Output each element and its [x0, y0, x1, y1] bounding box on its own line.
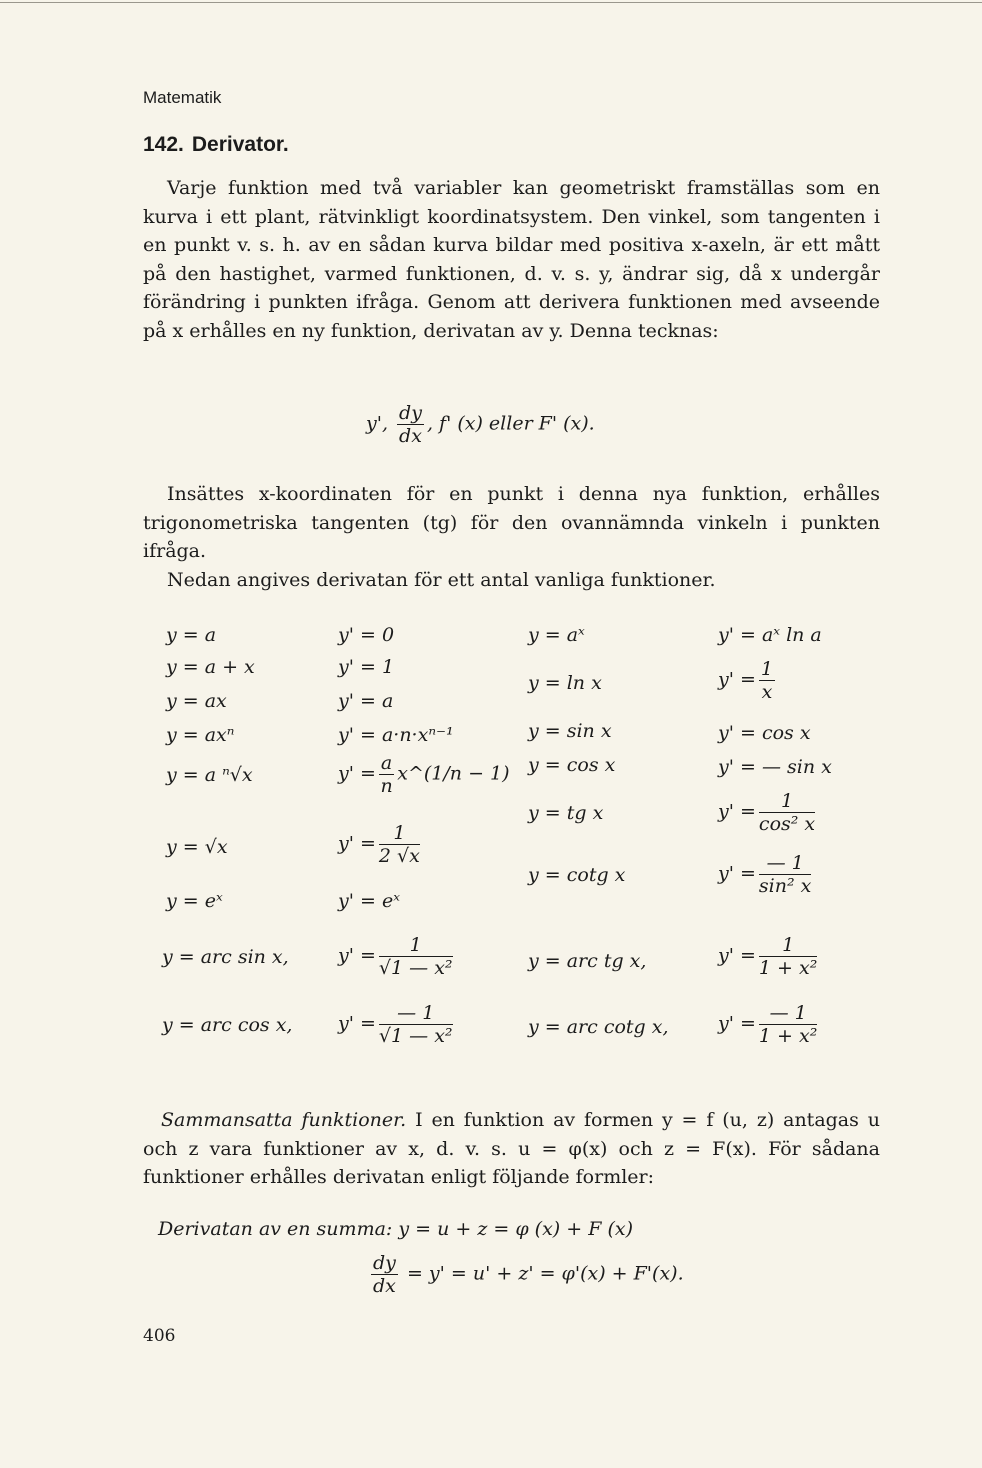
table-right-d-4	[718, 790, 818, 835]
table-left-d-4-den: n	[380, 775, 393, 797]
arc-d-3-den: 1 + x²	[758, 1025, 818, 1047]
arc-d-1-den: √1 — x²	[378, 1025, 453, 1047]
arc-f-2: y = arc tg x,	[528, 950, 647, 972]
table-right-f-5: y = cotg x	[528, 864, 626, 886]
table-left-f-6: y = eˣ	[166, 890, 223, 912]
section-number: 142.	[143, 133, 184, 156]
sum-formula: y = u + z = φ (x) + F (x)	[398, 1218, 633, 1240]
arc-d-3-prefix: y' =	[718, 1012, 756, 1035]
table-left-d-0: y' = 0	[338, 624, 395, 646]
table-left-f-5: y = √x	[166, 836, 228, 858]
table-right-d-5-den: sin² x	[758, 875, 812, 897]
table-left-f-0: y = a	[166, 624, 217, 646]
table-left-d-4	[338, 752, 510, 797]
sum-dy-dx	[371, 1252, 398, 1297]
arc-f-0: y = arc sin x,	[162, 946, 289, 968]
arc-d-3	[718, 1002, 820, 1047]
table-left-d-4-num: a	[380, 752, 393, 774]
table-right-d-3: y' = — sin x	[718, 756, 832, 778]
table-left-d-4-suffix: x^(1/n − 1)	[397, 762, 510, 785]
table-right-f-0: y = aˣ	[528, 624, 585, 646]
arc-d-1-prefix: y' =	[338, 1012, 376, 1035]
table-left-f-3: y = axⁿ	[166, 724, 235, 746]
arc-d-2-prefix: y' =	[718, 944, 756, 967]
arc-f-1: y = arc cos x,	[162, 1014, 293, 1036]
arc-d-2-num: 1	[759, 934, 817, 957]
table-right-d-5	[718, 852, 814, 897]
table-right-d-4-num: 1	[759, 790, 815, 813]
notation-y-prime: y',	[366, 412, 388, 435]
explanation-paragraph	[143, 480, 880, 594]
arc-d-0-den: √1 — x²	[378, 957, 453, 979]
derivative-notation	[366, 402, 595, 447]
table-intro-text: Nedan angives derivatan för ett antal vanliga funktioner.	[167, 568, 716, 591]
intro-text: Varje funktion med två variabler kan geometriskt framställas som en kurva i ett plant, rätvinkligt koordinatsystem. Den vinkel, som tangenten i en punkt v. s. h. av en sådan kurva bildar med positiva x-axeln, är ett mått på den hastighet, varmed funktionen, d. v. s. y, ändrar sig, då x undergår förändring i punkten ifråga. Genom att derivera funktionen med avseende på x erhålles en ny funktion, derivatan av y. Denna tecknas:	[143, 177, 880, 342]
notation-f-prime: f' (x) eller F' (x).	[439, 412, 595, 435]
table-left-d-4-prefix: y' =	[338, 762, 376, 785]
table-left-d-5-prefix: y' =	[338, 832, 376, 855]
running-header: Matematik	[143, 88, 222, 107]
table-right-d-4-prefix: y' =	[718, 800, 756, 823]
table-left-d-1: y' = 1	[338, 656, 395, 678]
notation-dy: dy	[399, 402, 422, 424]
arc-d-1-num: — 1	[379, 1002, 453, 1025]
arc-d-0-prefix: y' =	[338, 944, 376, 967]
table-right-d-5-num: — 1	[759, 852, 811, 875]
table-right-d-1-prefix: y' =	[718, 668, 756, 691]
table-left-d-6: y' = eˣ	[338, 890, 400, 912]
table-right-d-1	[718, 658, 778, 703]
page-number: 406	[143, 1326, 176, 1346]
table-right-f-1: y = ln x	[528, 672, 602, 694]
section-heading	[143, 133, 297, 157]
arc-d-2-den: 1 + x²	[758, 957, 818, 979]
table-right-d-2: y' = cos x	[718, 722, 811, 744]
table-right-f-4: y = tg x	[528, 802, 604, 824]
table-right-d-1-den: x	[761, 681, 773, 703]
table-right-d-1-num: 1	[760, 658, 774, 680]
composite-text	[143, 1106, 880, 1192]
top-rule	[0, 2, 982, 3]
arc-d-1	[338, 1002, 456, 1047]
intro-paragraph	[143, 174, 880, 345]
section-title: Derivator.	[191, 133, 289, 156]
table-left-d-5-den: 2 √x	[378, 845, 420, 867]
composite-paragraph	[143, 1106, 880, 1192]
sum-dx: dx	[373, 1275, 396, 1297]
arc-d-0	[338, 934, 456, 979]
composite-body: I en funktion av formen y = f (u, z) antagas u och z vara funktioner av x, d. v. s. u = φ(x) och z = F(x). För sådana funktioner erhålles derivatan enligt följande formler:	[143, 1109, 880, 1188]
sum-dy: dy	[373, 1252, 396, 1274]
sum-rule	[158, 1218, 633, 1240]
sum-label: Derivatan av en summa:	[158, 1218, 393, 1240]
notation-comma: ,	[426, 412, 433, 435]
table-left-d-5-num: 1	[379, 822, 420, 845]
table-right-f-2: y = sin x	[528, 720, 612, 742]
arc-d-0-num: 1	[379, 934, 453, 957]
table-left-d-3: y' = a·n·xⁿ⁻¹	[338, 724, 454, 746]
table-right-d-5-prefix: y' =	[718, 862, 756, 885]
table-right-d-4-den: cos² x	[758, 813, 816, 835]
sum-derivative-rest: = y' = u' + z' = φ'(x) + F'(x).	[406, 1262, 684, 1285]
table-left-f-2: y = ax	[166, 690, 227, 712]
explanation-text: Insättes x-koordinaten för en punkt i denna nya funktion, erhålles trigonometriska tangenten (tg) för den ovannämnda vinkeln i punkten ifråga.	[143, 483, 880, 562]
arc-f-3: y = arc cotg x,	[528, 1016, 669, 1038]
sum-derivative	[368, 1252, 684, 1297]
table-left-d-2: y' = a	[338, 690, 394, 712]
composite-heading: Sammansatta funktioner.	[161, 1109, 407, 1131]
table-left-d-5	[338, 822, 423, 867]
table-right-f-3: y = cos x	[528, 754, 616, 776]
arc-d-2	[718, 934, 820, 979]
notation-dx: dx	[399, 425, 422, 447]
arc-d-3-num: — 1	[759, 1002, 817, 1025]
table-left-f-4: y = a ⁿ√x	[166, 764, 253, 786]
table-right-d-0: y' = aˣ ln a	[718, 624, 822, 646]
notation-dy-dx	[397, 402, 424, 447]
table-left-f-1: y = a + x	[166, 656, 255, 678]
